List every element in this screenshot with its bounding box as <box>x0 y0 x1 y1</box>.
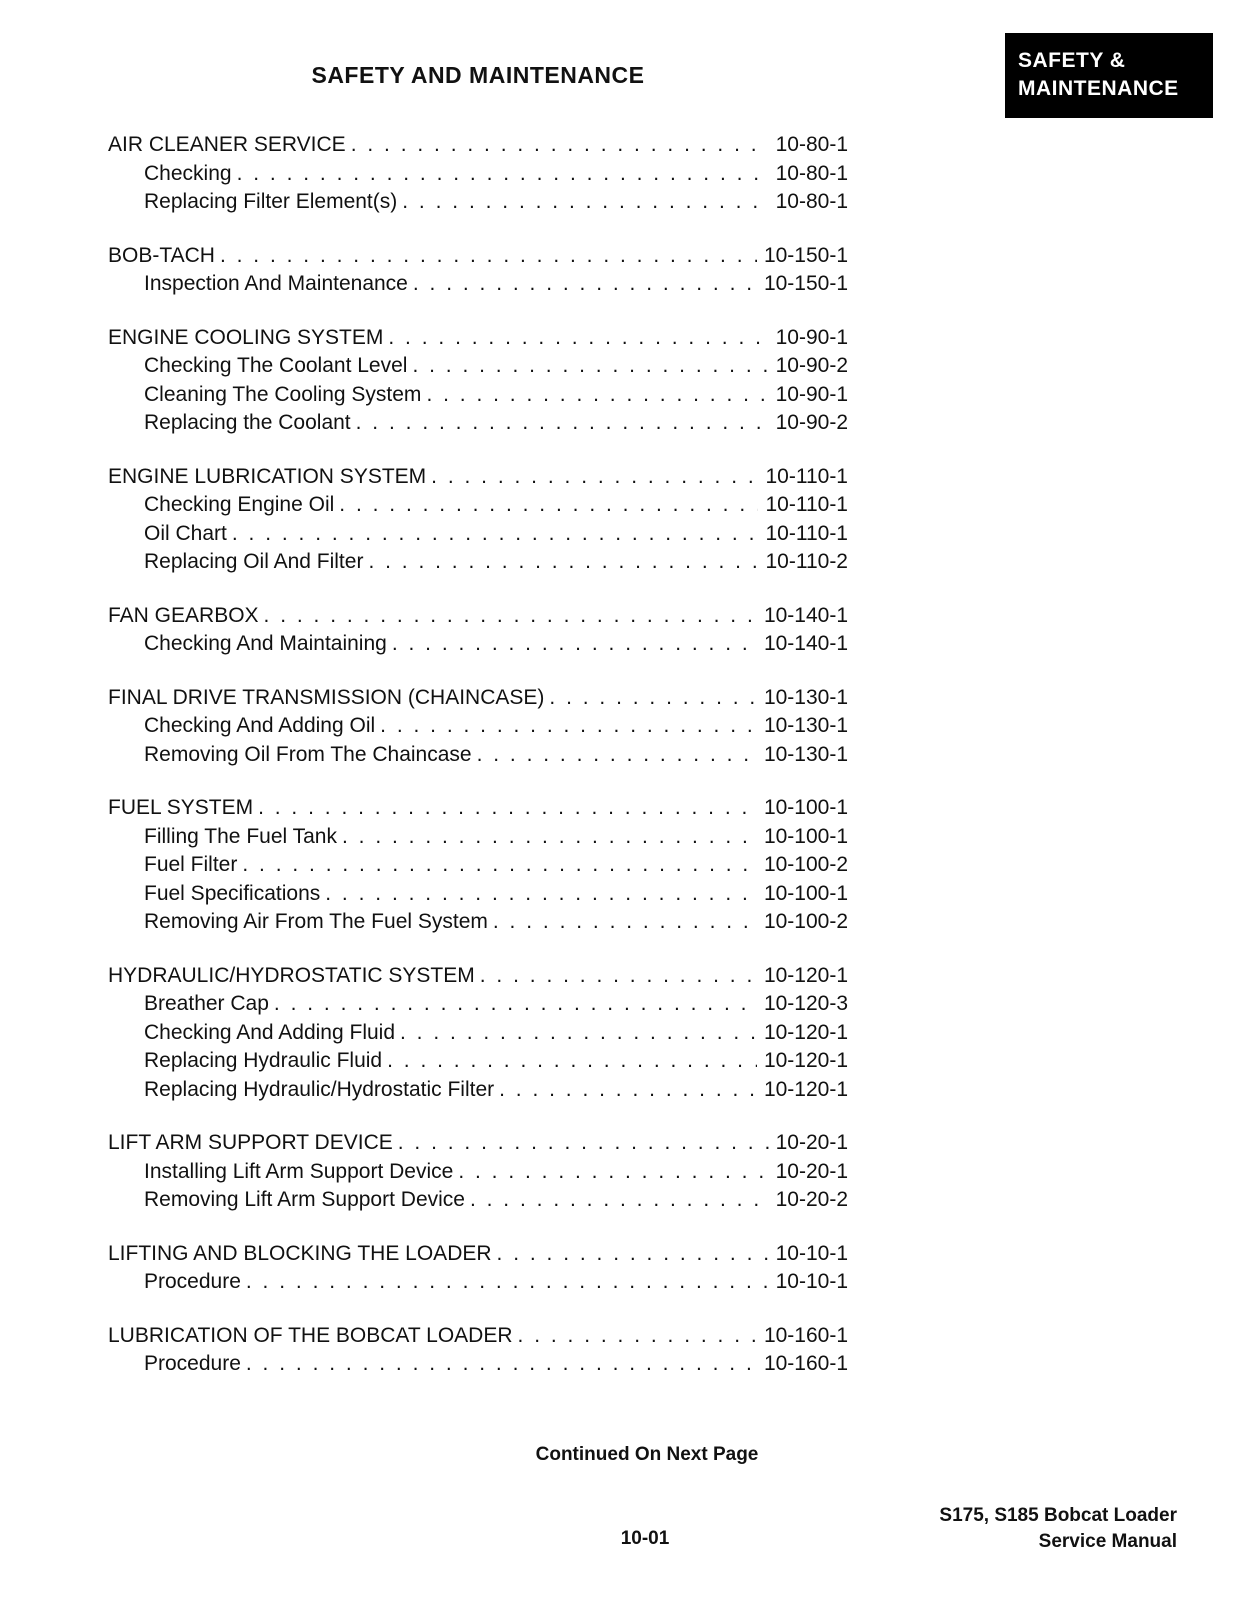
dot-leader <box>220 242 757 271</box>
dot-leader <box>246 1350 757 1379</box>
dot-leader <box>426 381 768 410</box>
toc-section-title: LIFTING AND BLOCKING THE LOADER <box>108 1241 492 1265</box>
toc-subentry-title: Removing Oil From The Chaincase <box>144 742 472 766</box>
toc-subentry-row <box>108 188 848 217</box>
toc-subentry-title: Cleaning The Cooling System <box>144 382 422 406</box>
toc-subentry-page-ref: 10-100-2 <box>763 853 848 876</box>
toc-subentry-row <box>108 1076 848 1105</box>
toc-subentry-page-ref: 10-120-3 <box>763 992 848 1015</box>
toc-subentry-row <box>108 409 848 438</box>
toc-section-title: LUBRICATION OF THE BOBCAT LOADER <box>108 1323 513 1347</box>
toc-subentry-page-ref: 10-120-1 <box>763 1020 848 1044</box>
toc-subentry-page-ref: 10-130-1 <box>763 742 848 766</box>
toc-subentry-page-ref: 10-120-1 <box>763 1049 848 1072</box>
dot-leader <box>232 520 759 549</box>
toc-subentry-title: Removing Lift Arm Support Device <box>144 1188 465 1211</box>
dot-leader <box>400 1019 757 1048</box>
toc-subentry-title: Breather Cap <box>144 992 269 1015</box>
toc-subentry-title: Installing Lift Arm Support Device <box>144 1159 454 1183</box>
dot-leader <box>264 602 757 631</box>
toc-subentry-page-ref: 10-120-1 <box>763 1077 848 1101</box>
toc-subentry-page-ref: 10-160-1 <box>763 1352 848 1375</box>
dot-leader <box>398 1129 769 1158</box>
toc-subentry-title: Oil Chart <box>144 521 227 545</box>
toc-section <box>108 131 848 217</box>
toc-section-title: HYDRAULIC/HYDROSTATIC SYSTEM <box>108 963 475 987</box>
dot-leader <box>493 908 757 937</box>
toc-subentry-row <box>108 851 848 880</box>
dot-leader <box>246 1268 769 1297</box>
toc-subentry-row <box>108 823 848 852</box>
toc-subentry-row <box>108 381 848 410</box>
manual-title-line2: Service Manual <box>1038 1531 1177 1552</box>
toc-section <box>108 1322 848 1379</box>
toc-subentry-title: Checking And Adding Oil <box>144 714 376 737</box>
toc-subentry-row <box>108 741 848 770</box>
dot-leader <box>470 1186 769 1215</box>
toc-subentry-row <box>108 1268 848 1297</box>
toc-section-row <box>108 242 848 271</box>
toc-section <box>108 324 848 438</box>
toc-subentry-title: Procedure <box>144 1352 241 1375</box>
toc-subentry-page-ref: 10-80-1 <box>775 161 848 185</box>
toc-section-page-ref: 10-80-1 <box>775 133 848 156</box>
toc-section-page-ref: 10-160-1 <box>763 1323 848 1347</box>
toc-subentry-row <box>108 270 848 299</box>
toc-section <box>108 794 848 937</box>
toc-section-page-ref: 10-90-1 <box>775 325 848 349</box>
toc-subentry-page-ref: 10-110-1 <box>765 521 848 545</box>
toc-subentry-title: Checking <box>144 161 232 185</box>
toc-section-title: AIR CLEANER SERVICE <box>108 133 346 156</box>
dot-leader <box>380 712 757 741</box>
dot-leader <box>325 880 757 909</box>
toc-section <box>108 602 848 659</box>
dot-leader <box>242 851 757 880</box>
toc-section-row <box>108 1129 848 1158</box>
toc-section-title: LIFT ARM SUPPORT DEVICE <box>108 1131 393 1154</box>
dot-leader <box>388 324 768 353</box>
toc-section-page-ref: 10-20-1 <box>775 1131 848 1154</box>
toc-subentry-row <box>108 548 848 577</box>
toc-content <box>108 62 848 1379</box>
toc-subentry-page-ref: 10-20-1 <box>775 1159 848 1183</box>
toc-section-page-ref: 10-130-1 <box>763 685 848 709</box>
toc-subentry-row <box>108 712 848 741</box>
toc-section-title: ENGINE LUBRICATION SYSTEM <box>108 464 427 488</box>
toc-subentry-title: Replacing Filter Element(s) <box>144 190 398 213</box>
section-tab-badge <box>1005 33 1213 118</box>
dot-leader <box>356 409 769 438</box>
toc-section <box>108 463 848 577</box>
toc-subentry-title: Inspection And Maintenance <box>144 272 408 295</box>
toc-section-row <box>108 463 848 492</box>
toc-section-page-ref: 10-100-1 <box>763 796 848 819</box>
toc-subentry-page-ref: 10-100-2 <box>763 910 848 933</box>
manual-title-block <box>939 1503 1177 1555</box>
toc-subentry-title: Replacing Hydraulic Fluid <box>144 1049 383 1072</box>
dot-leader <box>339 491 758 520</box>
dot-leader <box>402 188 768 217</box>
dot-leader <box>499 1076 757 1105</box>
toc-subentry-row <box>108 160 848 189</box>
toc-section <box>108 962 848 1105</box>
toc-section-row <box>108 684 848 713</box>
toc-subentry-page-ref: 10-110-2 <box>765 550 848 573</box>
toc-subentry-title: Checking Engine Oil <box>144 493 335 516</box>
toc-section <box>108 242 848 299</box>
dot-leader <box>497 1240 769 1269</box>
dot-leader <box>342 823 757 852</box>
toc-subentry-row <box>108 1350 848 1379</box>
dot-leader <box>477 741 757 770</box>
toc-subentry-title: Checking The Coolant Level <box>144 354 408 377</box>
toc-list <box>108 131 848 1379</box>
dot-leader <box>274 990 757 1019</box>
toc-subentry-row <box>108 520 848 549</box>
toc-subentry-title: Filling The Fuel Tank <box>144 824 337 848</box>
dot-leader <box>458 1158 768 1187</box>
toc-section-row <box>108 602 848 631</box>
toc-subentry-page-ref: 10-140-1 <box>763 632 848 655</box>
toc-section-page-ref: 10-120-1 <box>763 963 848 987</box>
toc-section <box>108 684 848 770</box>
toc-section <box>108 1240 848 1297</box>
toc-section-row <box>108 1322 848 1351</box>
toc-section-title: FUEL SYSTEM <box>108 796 254 819</box>
toc-subentry-title: Replacing the Coolant <box>144 411 351 434</box>
toc-subentry-page-ref: 10-90-2 <box>775 354 848 377</box>
toc-subentry-row <box>108 1158 848 1187</box>
toc-section-row <box>108 794 848 823</box>
dot-leader <box>431 463 758 492</box>
toc-section-row <box>108 1240 848 1269</box>
toc-subentry-row <box>108 880 848 909</box>
toc-subentry-page-ref: 10-130-1 <box>763 714 848 737</box>
toc-subentry-page-ref: 10-20-2 <box>775 1188 848 1211</box>
toc-subentry-page-ref: 10-80-1 <box>775 190 848 213</box>
toc-section-title: FINAL DRIVE TRANSMISSION (CHAINCASE) <box>108 685 545 709</box>
toc-section-page-ref: 10-150-1 <box>763 243 848 267</box>
toc-subentry-title: Replacing Hydraulic/Hydrostatic Filter <box>144 1077 495 1101</box>
toc-subentry-title: Checking And Adding Fluid <box>144 1020 396 1044</box>
toc-section-row <box>108 962 848 991</box>
toc-subentry-row <box>108 990 848 1019</box>
badge-line2: MAINTENANCE <box>1018 77 1179 100</box>
toc-section-title: BOB-TACH <box>108 243 215 267</box>
toc-section-page-ref: 10-140-1 <box>763 603 848 627</box>
dot-leader <box>351 131 769 160</box>
toc-section-page-ref: 10-10-1 <box>775 1241 848 1265</box>
dot-leader <box>258 794 757 823</box>
toc-subentry-row <box>108 491 848 520</box>
dot-leader <box>480 962 757 991</box>
dot-leader <box>549 684 757 713</box>
toc-subentry-title: Fuel Specifications <box>144 881 321 905</box>
toc-section <box>108 1129 848 1215</box>
toc-subentry-row <box>108 630 848 659</box>
continued-note: Continued On Next Page <box>535 1444 759 1465</box>
toc-subentry-row <box>108 1186 848 1215</box>
toc-section-row <box>108 324 848 353</box>
toc-subentry-title: Replacing Oil And Filter <box>144 550 364 573</box>
toc-subentry-page-ref: 10-90-1 <box>775 382 848 406</box>
toc-subentry-row <box>108 1019 848 1048</box>
toc-subentry-page-ref: 10-90-2 <box>775 411 848 434</box>
toc-subentry-title: Removing Air From The Fuel System <box>144 910 488 933</box>
page-title: SAFETY AND MAINTENANCE <box>311 62 645 88</box>
toc-subentry-title: Checking And Maintaining <box>144 632 387 655</box>
toc-subentry-page-ref: 10-10-1 <box>775 1270 848 1293</box>
dot-leader <box>518 1322 757 1351</box>
badge-line1: SAFETY & <box>1018 49 1126 72</box>
toc-subentry-row <box>108 352 848 381</box>
toc-subentry-page-ref: 10-110-1 <box>765 493 848 516</box>
dot-leader <box>368 548 758 577</box>
dot-leader <box>413 270 757 299</box>
toc-section-page-ref: 10-110-1 <box>765 464 848 488</box>
toc-subentry-row <box>108 1047 848 1076</box>
toc-subentry-title: Fuel Filter <box>144 853 238 876</box>
page-number: 10-01 <box>620 1528 670 1549</box>
toc-subentry-page-ref: 10-100-1 <box>763 881 848 905</box>
toc-subentry-row <box>108 908 848 937</box>
dot-leader <box>392 630 757 659</box>
toc-section-title: ENGINE COOLING SYSTEM <box>108 325 384 349</box>
toc-section-row <box>108 131 848 160</box>
toc-subentry-page-ref: 10-100-1 <box>763 824 848 848</box>
toc-subentry-title: Procedure <box>144 1270 241 1293</box>
dot-leader <box>412 352 768 381</box>
manual-title-line1: S175, S185 Bobcat Loader <box>939 1505 1177 1526</box>
toc-subentry-page-ref: 10-150-1 <box>763 272 848 295</box>
dot-leader <box>237 160 769 189</box>
toc-section-title: FAN GEARBOX <box>108 603 259 627</box>
dot-leader <box>387 1047 757 1076</box>
